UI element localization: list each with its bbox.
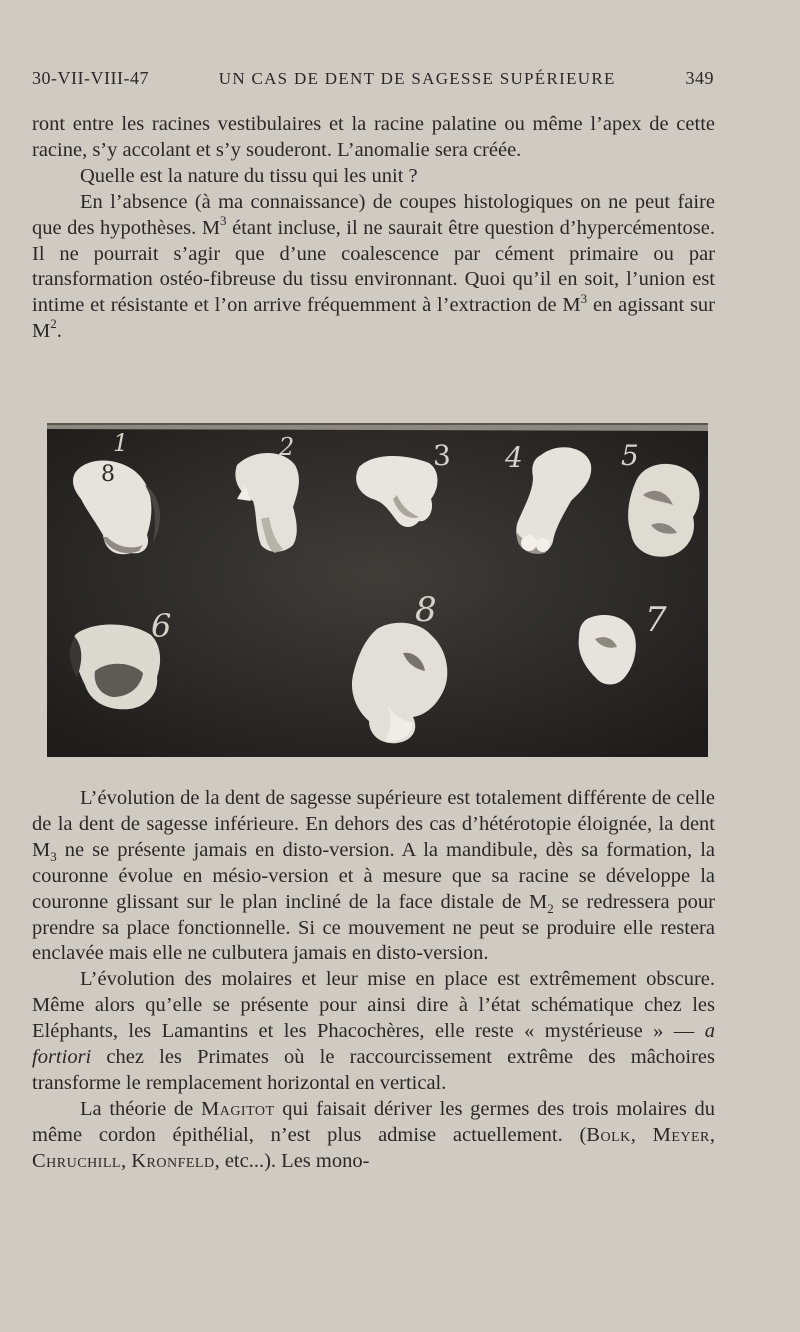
subscript: 3 [50,848,57,864]
paragraph-1-text: ront entre les racines vestibulaires et la racine palatine ou même l’apex de cette racine, s’y accolant et s’y souderont. L’anomalie sera créée. [32,113,715,161]
figure-label-4: 4 [505,441,523,474]
specimen-mark: 8 [101,462,115,487]
text-block-top [32,112,715,345]
teeth-photo-svg [47,425,708,757]
figure-label-2: 2 [279,433,295,461]
page-number: 349 [685,68,714,88]
italic-phrase: a fortiori [32,1020,715,1069]
author-name: Bolk [586,1123,631,1146]
running-title: UN CAS DE DENT DE SAGESSE SUPÉRIEURE [218,69,616,88]
paragraph-4-text-c: se redressera pour prendre sa place fonctionnelle. Si ce mouvement ne peut se produire elle restera enclavée mais elle ne culbutera jamais en disto-version. [32,890,716,965]
paragraph-2 [32,164,715,190]
author-name: Magitot [200,1097,275,1120]
paragraph-3 [32,190,715,345]
paragraph-6-text-a: La théorie de [80,1097,201,1120]
paragraph-5-text-a: L’évolution des molaires et leur mise en place est extrêmement obscure. Même alors qu’elle se présente pour ainsi dire à l’état schématique chez les Eléphants, les Lamantins et les Phacochères, elle reste « mystérieuse » — [32,968,715,1043]
paragraph-1 [32,112,715,164]
separator: , [630,1123,653,1146]
subscript: 2 [547,900,554,916]
author-name: Meyer [652,1123,710,1146]
figure-label-3: 3 [433,439,451,472]
separator: , [120,1149,132,1172]
figure-label-7: 7 [645,600,667,640]
paragraph-6 [32,1097,715,1175]
paragraph-3-text-b: étant incluse, il ne saurait être question d’hypercémentose. Il ne pourrait s’agir que d’une coalescence par cément primaire ou par transformation ostéo-fibreuse du tissu environnant. Quoi qu’il en soit, l’union est intime et résistante et l’on arrive fréquemment à l’extraction de M [32,216,715,317]
paragraph-3-text-d: . [56,320,62,343]
figure-label-1: 1 [113,429,129,457]
figure-label-6: 6 [151,607,172,645]
header-date: 30-VII-VIII-47 [32,68,149,88]
text-block-bottom [32,786,715,1175]
superscript: 3 [220,212,227,228]
author-name: Chruchill [32,1149,121,1172]
separator: , [709,1123,715,1146]
paragraph-3-text-c: en agissant sur M [32,294,716,343]
paragraph-4 [32,786,715,967]
paragraph-2-text: Quelle est la nature du tissu qui les unit ? [80,164,418,187]
paragraph-6-text-end: , etc...). Les mono- [214,1149,370,1172]
superscript: 3 [580,290,588,306]
running-header [32,68,714,92]
paragraph-6-text-b: qui faisait dériver les germes des trois molaires du même cordon épithélial, n’est plus admise actuellement. ( [32,1097,715,1146]
figure-label-5: 5 [621,439,639,472]
teeth-photograph [47,423,708,757]
paragraph-3-text-a: En l’absence (à ma connaissance) de coupes histologiques on ne peut faire que des hypothèses. M [32,190,715,239]
paragraph-4-text-b: ne se présente jamais en disto-version. A la mandibule, dès sa formation, la couronne évolue en mésio-version et à mesure que sa racine se développe la couronne glissant sur le plan incliné de la face distale de M [32,838,715,913]
paragraph-5 [32,967,715,1097]
author-name: Kronfeld [131,1149,215,1172]
paragraph-5-text-b: chez les Primates où le raccourcissement extrême des mâchoires transforme le remplacement horizontal en vertical. [32,1046,715,1094]
superscript: 2 [50,316,57,332]
figure-label-8: 8 [415,590,437,630]
paragraph-4-text-a: L’évolution de la dent de sagesse supérieure est totalement différente de celle de la dent de sagesse inférieure. En dehors des cas d’hétérotopie éloignée, la dent M [32,787,715,861]
